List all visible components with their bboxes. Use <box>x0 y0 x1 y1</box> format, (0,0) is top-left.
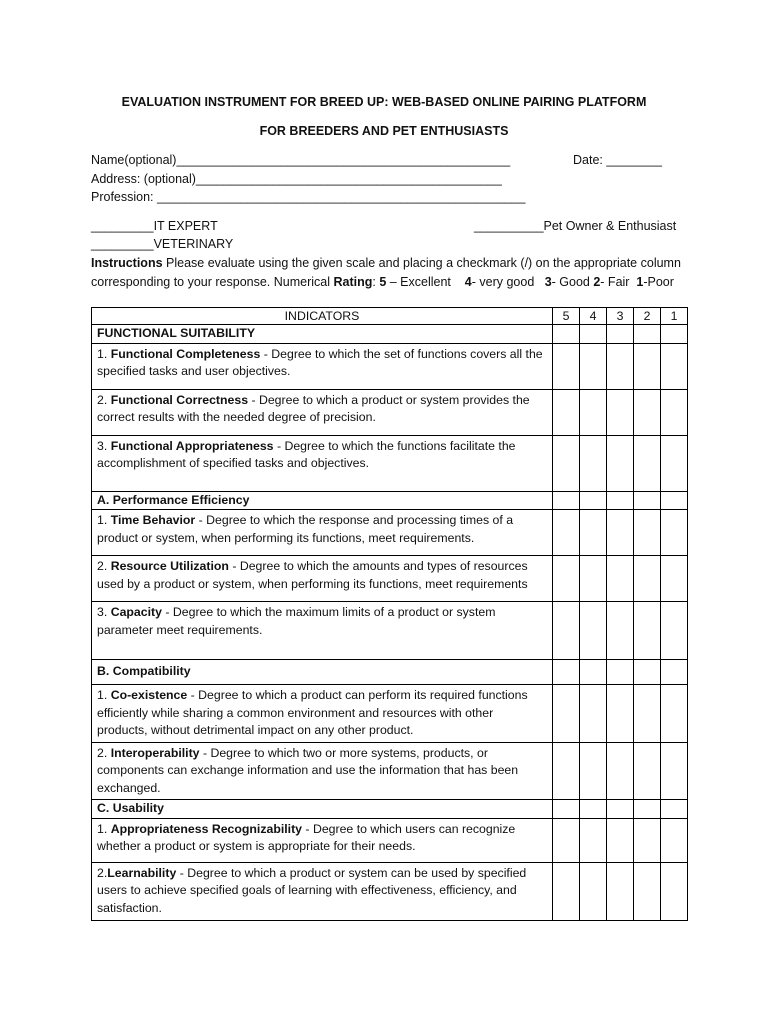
section-cell <box>607 800 634 819</box>
rating-4-checkbox[interactable] <box>580 435 607 491</box>
table-row <box>92 602 688 660</box>
rating-3-checkbox[interactable] <box>607 742 634 800</box>
section-title: A. Performance Efficiency <box>92 491 553 510</box>
name-field[interactable]: Name(optional)________________________________________________ <box>91 153 511 167</box>
indicator-number: 2. <box>97 392 111 407</box>
rating-1: 1 <box>636 275 644 289</box>
section-cell <box>661 800 688 819</box>
indicator-name: Resource Utilization <box>110 559 229 573</box>
section-cell <box>553 491 580 510</box>
section-cell <box>607 660 634 685</box>
table-row <box>92 343 688 389</box>
section-title: FUNCTIONAL SUITABILITY <box>92 325 553 344</box>
rating-3-text: - Good <box>551 275 594 289</box>
section-cell <box>553 325 580 344</box>
rating-5-checkbox[interactable] <box>553 556 580 602</box>
indicator-cell <box>92 818 553 862</box>
rating-3-checkbox[interactable] <box>607 343 634 389</box>
indicator-number: 1. <box>97 513 111 527</box>
indicator-name: Functional Appropriateness <box>110 438 274 453</box>
indicator-description: - Degree to which a product can perform its required functions efficiently while sharing a common environment and resources with other products, without detrimental impact on any other product. <box>97 688 528 737</box>
rating-3-checkbox[interactable] <box>607 556 634 602</box>
scale-2-header: 2 <box>634 308 661 325</box>
rating-2: 2 <box>593 275 601 289</box>
section-cell <box>661 660 688 685</box>
veterinary-option[interactable]: _________VETERINARY <box>91 237 234 251</box>
indicator-number: 3. <box>97 438 111 453</box>
table-row <box>92 389 688 435</box>
rating-1-checkbox[interactable] <box>661 343 688 389</box>
date-field[interactable]: Date: ________ <box>573 153 662 167</box>
indicator-cell <box>92 742 553 800</box>
rating-2-checkbox[interactable] <box>634 556 661 602</box>
indicator-cell <box>92 435 553 491</box>
instructions-line-1 <box>91 256 681 270</box>
rating-1-checkbox[interactable] <box>661 685 688 743</box>
indicator-description: - Degree to which users can recognize whether a product or system is appropriate for their needs. <box>97 821 516 853</box>
indicator-number: 1. <box>97 346 111 361</box>
rating-5: 5 <box>379 275 387 289</box>
rating-2-checkbox[interactable] <box>634 818 661 862</box>
rating-4-checkbox[interactable] <box>580 343 607 389</box>
rating-1-text: -Poor <box>643 275 674 289</box>
section-cell <box>553 800 580 819</box>
indicator-name: Functional Completeness <box>110 346 261 361</box>
scale-5-header: 5 <box>553 308 580 325</box>
indicators-header: INDICATORS <box>92 308 553 325</box>
rating-4-checkbox[interactable] <box>580 818 607 862</box>
section-row <box>92 491 688 510</box>
indicator-cell <box>92 343 553 389</box>
indicator-description: - Degree to which the response and processing times of a product or system, when performing its functions, meet requirements. <box>97 513 514 545</box>
rating-2-checkbox[interactable] <box>634 510 661 556</box>
indicator-cell <box>92 685 553 743</box>
rating-2-checkbox[interactable] <box>634 389 661 435</box>
rating-3-checkbox[interactable] <box>607 510 634 556</box>
section-cell <box>634 325 661 344</box>
rating-1-checkbox[interactable] <box>661 742 688 800</box>
indicator-name: Learnability <box>107 865 177 880</box>
section-cell <box>607 491 634 510</box>
section-row <box>92 660 688 685</box>
rating-1-checkbox[interactable] <box>661 510 688 556</box>
section-cell <box>580 660 607 685</box>
indicator-cell <box>92 602 553 660</box>
rating-2-checkbox[interactable] <box>634 435 661 491</box>
document-title: EVALUATION INSTRUMENT FOR BREED UP: WEB-BASED ONLINE PAIRING PLATFORM <box>121 95 647 109</box>
rating-1-checkbox[interactable] <box>661 602 688 660</box>
rating-4-checkbox[interactable] <box>580 685 607 743</box>
it-expert-option[interactable]: _________IT EXPERT <box>91 219 218 233</box>
indicator-number: 1. <box>97 688 111 702</box>
indicator-name: Capacity <box>110 605 162 619</box>
section-cell <box>661 491 688 510</box>
pet-owner-option[interactable]: __________Pet Owner & Enthusiast <box>474 219 677 233</box>
rating-2-checkbox[interactable] <box>634 685 661 743</box>
rating-4: 4 <box>464 275 472 289</box>
indicator-name: Co-existence <box>110 688 188 702</box>
rating-colon: : <box>372 275 380 289</box>
indicator-description: - Degree to which the amounts and types of resources used by a product or system, when performing its functions, meet requirements <box>97 559 528 591</box>
section-cell <box>661 325 688 344</box>
indicator-description: - Degree to which the functions facilitate the accomplishment of specified tasks and objectives. <box>97 438 516 470</box>
indicator-description: - Degree to which the maximum limits of a product or system parameter meet requirements. <box>97 605 496 637</box>
section-cell <box>607 325 634 344</box>
indicator-number: 2. <box>97 559 111 573</box>
rating-1-checkbox[interactable] <box>661 818 688 862</box>
scale-1-header: 1 <box>661 308 688 325</box>
section-title: B. Compatibility <box>92 660 553 685</box>
indicator-name: Appropriateness Recognizability <box>110 821 303 836</box>
section-cell <box>580 491 607 510</box>
indicator-name: Interoperability <box>110 745 200 760</box>
address-field[interactable]: Address: (optional)____________________________________________ <box>91 172 502 186</box>
rating-5-checkbox[interactable] <box>553 602 580 660</box>
rating-1-checkbox[interactable] <box>661 862 688 920</box>
instructions-text: Please evaluate using the given scale and placing a checkmark (/) on the appropriate column <box>162 256 681 270</box>
indicator-description: - Degree to which the set of functions covers all the specified tasks and user objectives. <box>97 346 543 378</box>
indicator-cell <box>92 556 553 602</box>
indicator-number: 2. <box>97 865 108 880</box>
rating-4-checkbox[interactable] <box>580 556 607 602</box>
table-row <box>92 818 688 862</box>
rating-1-checkbox[interactable] <box>661 435 688 491</box>
section-cell <box>553 660 580 685</box>
document-subtitle: FOR BREEDERS AND PET ENTHUSIASTS <box>259 124 509 138</box>
rating-4-checkbox[interactable] <box>580 862 607 920</box>
section-title: C. Usability <box>92 800 553 819</box>
indicator-description: - Degree to which a product or system can be used by specified users to achieve specified goals of learning with effectiveness, efficiency, and satisfaction. <box>97 865 527 915</box>
rating-5-checkbox[interactable] <box>553 435 580 491</box>
rating-2-checkbox[interactable] <box>634 742 661 800</box>
rating-2-checkbox[interactable] <box>634 343 661 389</box>
rating-4-checkbox[interactable] <box>580 742 607 800</box>
rating-3-checkbox[interactable] <box>607 862 634 920</box>
table-header-row <box>92 308 688 325</box>
indicator-name: Functional Correctness <box>110 392 249 407</box>
section-cell <box>634 491 661 510</box>
indicator-number: 1. <box>97 821 111 836</box>
indicator-description: - Degree to which two or more systems, products, or components can exchange information and use the information that has been exchanged. <box>97 745 519 795</box>
instructions-text-2: corresponding to your response. Numerical <box>91 275 334 289</box>
rating-5-checkbox[interactable] <box>553 818 580 862</box>
rating-3-checkbox[interactable] <box>607 685 634 743</box>
section-row <box>92 800 688 819</box>
section-cell <box>634 660 661 685</box>
rating-4-checkbox[interactable] <box>580 389 607 435</box>
profession-field[interactable]: Profession: _____________________________________________________ <box>91 190 526 204</box>
rating-5-checkbox[interactable] <box>553 862 580 920</box>
scale-3-header: 3 <box>607 308 634 325</box>
table-row <box>92 685 688 743</box>
rating-5-checkbox[interactable] <box>553 389 580 435</box>
rating-4-checkbox[interactable] <box>580 602 607 660</box>
indicator-cell <box>92 389 553 435</box>
rating-2-checkbox[interactable] <box>634 602 661 660</box>
table-row <box>92 742 688 800</box>
indicator-cell <box>92 510 553 556</box>
evaluation-table <box>91 307 688 921</box>
section-cell <box>580 325 607 344</box>
rating-3-checkbox[interactable] <box>607 602 634 660</box>
table-row <box>92 435 688 491</box>
section-cell <box>634 800 661 819</box>
rating-4-text: - very good <box>471 275 545 289</box>
instructions-line-2 <box>91 275 674 289</box>
scale-4-header: 4 <box>580 308 607 325</box>
indicator-description: - Degree to which a product or system provides the correct results with the needed degree of precision. <box>97 392 530 424</box>
table-row <box>92 510 688 556</box>
rating-5-text: – Excellent <box>386 275 465 289</box>
rating-3-checkbox[interactable] <box>607 389 634 435</box>
table-row <box>92 556 688 602</box>
instructions-label: Instructions <box>91 256 163 270</box>
table-row <box>92 862 688 920</box>
rating-3: 3 <box>544 275 552 289</box>
indicator-number: 3. <box>97 605 111 619</box>
section-cell <box>580 800 607 819</box>
rating-2-checkbox[interactable] <box>634 862 661 920</box>
indicator-cell <box>92 862 553 920</box>
indicator-number: 2. <box>97 745 111 760</box>
rating-4-checkbox[interactable] <box>580 510 607 556</box>
rating-3-checkbox[interactable] <box>607 435 634 491</box>
rating-label: Rating <box>333 275 373 289</box>
rating-2-text: - Fair <box>600 275 637 289</box>
rating-5-checkbox[interactable] <box>553 742 580 800</box>
rating-5-checkbox[interactable] <box>553 343 580 389</box>
rating-1-checkbox[interactable] <box>661 556 688 602</box>
rating-1-checkbox[interactable] <box>661 389 688 435</box>
rating-5-checkbox[interactable] <box>553 510 580 556</box>
rating-5-checkbox[interactable] <box>553 685 580 743</box>
indicator-name: Time Behavior <box>110 513 196 527</box>
section-row <box>92 325 688 344</box>
rating-3-checkbox[interactable] <box>607 818 634 862</box>
